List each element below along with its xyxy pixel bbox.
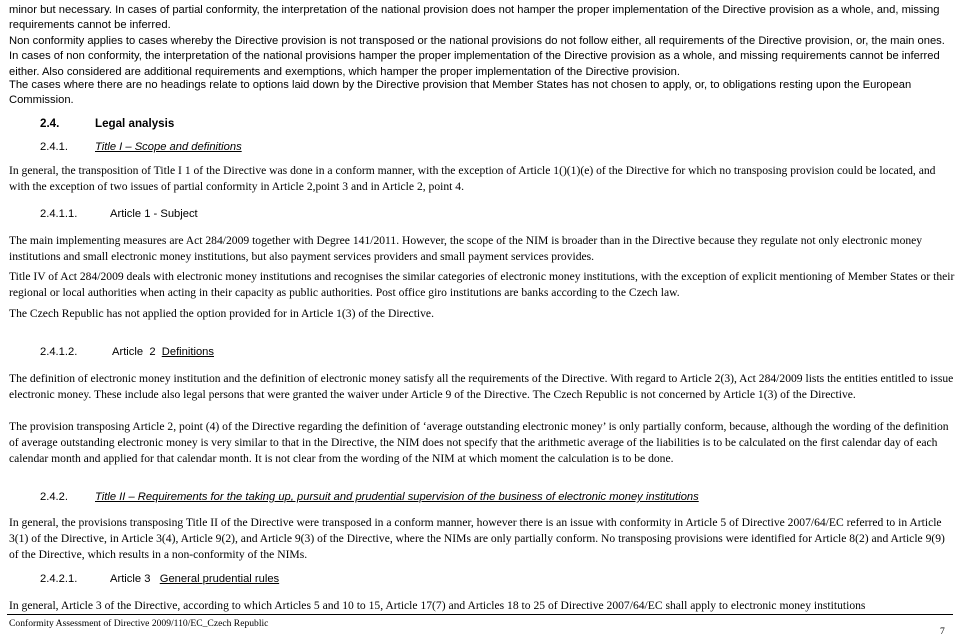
paragraph-no-headings: The cases where there are no headings relate to options laid down by the Directive provision that Member States has not chosen to apply, or, to obligations resting upon the European Commission. bbox=[9, 79, 912, 107]
heading-text-rules: General prudential rules bbox=[159, 573, 280, 585]
heading-text: Title II – Requirements for the taking up, pursuit and prudential supervision of the business of electronic money institutions bbox=[95, 491, 699, 503]
heading-text-article: Article 3 bbox=[110, 573, 151, 585]
footer-document-title: Conformity Assessment of Directive 2009/110/EC_Czech Republic bbox=[9, 618, 269, 629]
heading-text: Article 1 - Subject bbox=[110, 208, 198, 220]
heading-text-article: Article bbox=[112, 346, 144, 358]
heading-article-1 bbox=[40, 206, 198, 222]
heading-article-2 bbox=[40, 344, 214, 360]
paragraph-article-1-title-iv: Title IV of Act 284/2009 deals with electronic money institutions and recognises the similar categories of electronic money institutions, with the exception of explicit mentioning of Member States or their regional or local authorities when acting in their capacity as public authorities. Post office giro institutions are banks according to the Czech law. bbox=[9, 270, 955, 299]
heading-text-number: 2 bbox=[149, 346, 156, 358]
heading-number: 2.4.1.1. bbox=[40, 208, 78, 220]
paragraph-partial-conformity: minor but necessary. In cases of partial conformity, the interpretation of the national provision does not hamper the proper implementation of the Directive provision as a whole, and, missing requirements cannot be inferred. bbox=[9, 4, 940, 32]
heading-text: Title I – Scope and definitions bbox=[95, 141, 242, 153]
page-number: 7 bbox=[940, 626, 945, 637]
heading-number: 2.4.1. bbox=[40, 141, 68, 153]
heading-title-1 bbox=[40, 139, 242, 155]
footer-divider bbox=[7, 614, 953, 615]
paragraph-article-3-general: In general, Article 3 of the Directive, according to which Articles 5 and 10 to 15, Article 17(7) and Articles 18 to 25 of Directive 2007/64/EC shall apply to electronic money institutions bbox=[9, 599, 866, 612]
heading-number: 2.4.2. bbox=[40, 491, 68, 503]
heading-number: 2.4.1.2. bbox=[40, 346, 78, 358]
heading-number: 2.4. bbox=[40, 117, 60, 130]
heading-article-3 bbox=[40, 571, 279, 587]
paragraph-title-1-general: In general, the transposition of Title I 1 of the Directive was done in a conform manner, with the exception of Article 1()(1)(e) of the Directive for which no transposing provision could be located, and with the exception of two issues of partial conformity in Article 2,point 3 and in Article 2, point 4. bbox=[9, 164, 936, 193]
heading-text: Legal analysis bbox=[95, 117, 175, 130]
paragraph-article-2-definitions: The definition of electronic money institution and the definition of electronic money satisfy all the requirements of the Directive. With regard to Article 2(3), Act 284/2009 lists the entities entitled to issue electronic money. These include also legal persons that were granted the waiver under Article 9 of the Directive. The Czech Republic is not concerned by Article 1(3) of the Directive. bbox=[9, 372, 954, 401]
heading-text-definitions: Definitions bbox=[161, 346, 214, 358]
paragraph-non-conformity: Non conformity applies to cases whereby the Directive provision is not transposed or the national provisions do not follow either, all requirements of the Directive provision, or, the main ones. In cases of non conformity, the interpretation of the national provisions hamper the proper implementation of the Directive provision as a whole, and missing requirements cannot be inferred either. Also considered are additional requirements and exemptions, which hamper the proper implementation of the Directive provision. bbox=[9, 35, 945, 78]
paragraph-article-2-average-outstanding: The provision transposing Article 2, point (4) of the Directive regarding the definition of ‘average outstanding electronic money’ is only partially conform, because, although the wording of the definition of average outstanding electronic money is very similar to that in the Directive, the NIM does not specify that the arithmetic average of the liabilities is to be calculated on the first calendar day of each calendar month and applied for that calendar month. It is not clear from the wording of the NIM at which moment the calculation is to be done. bbox=[9, 420, 949, 465]
heading-title-2 bbox=[40, 489, 699, 505]
heading-number: 2.4.2.1. bbox=[40, 573, 78, 585]
paragraph-article-1-implementing-measures: The main implementing measures are Act 284/2009 together with Degree 141/2011. However, the scope of the NIM is broader than in the Directive because they regulate not only electronic money institutions and small electronic money institutions, but also payment services providers and small payment services provides. bbox=[9, 234, 923, 263]
paragraph-title-2-general: In general, the provisions transposing Title II of the Directive were transposed in a conform manner, however there is an issue with conformity in Article 5 of Directive 2007/64/EC referred to in Article 3(1) of the Directive, in Article 3(4), Article 9(2), and Article 9(3) of the Directive, where the NIMs are only partially conform. No transposing provisions were identified for Article 8(2) and Article 9(9) of the Directive, which results in a non-conformity of the NIMs. bbox=[9, 516, 945, 561]
heading-legal-analysis bbox=[40, 116, 174, 132]
paragraph-article-1-option: The Czech Republic has not applied the option provided for in Article 1(3) of the Directive. bbox=[9, 307, 434, 320]
